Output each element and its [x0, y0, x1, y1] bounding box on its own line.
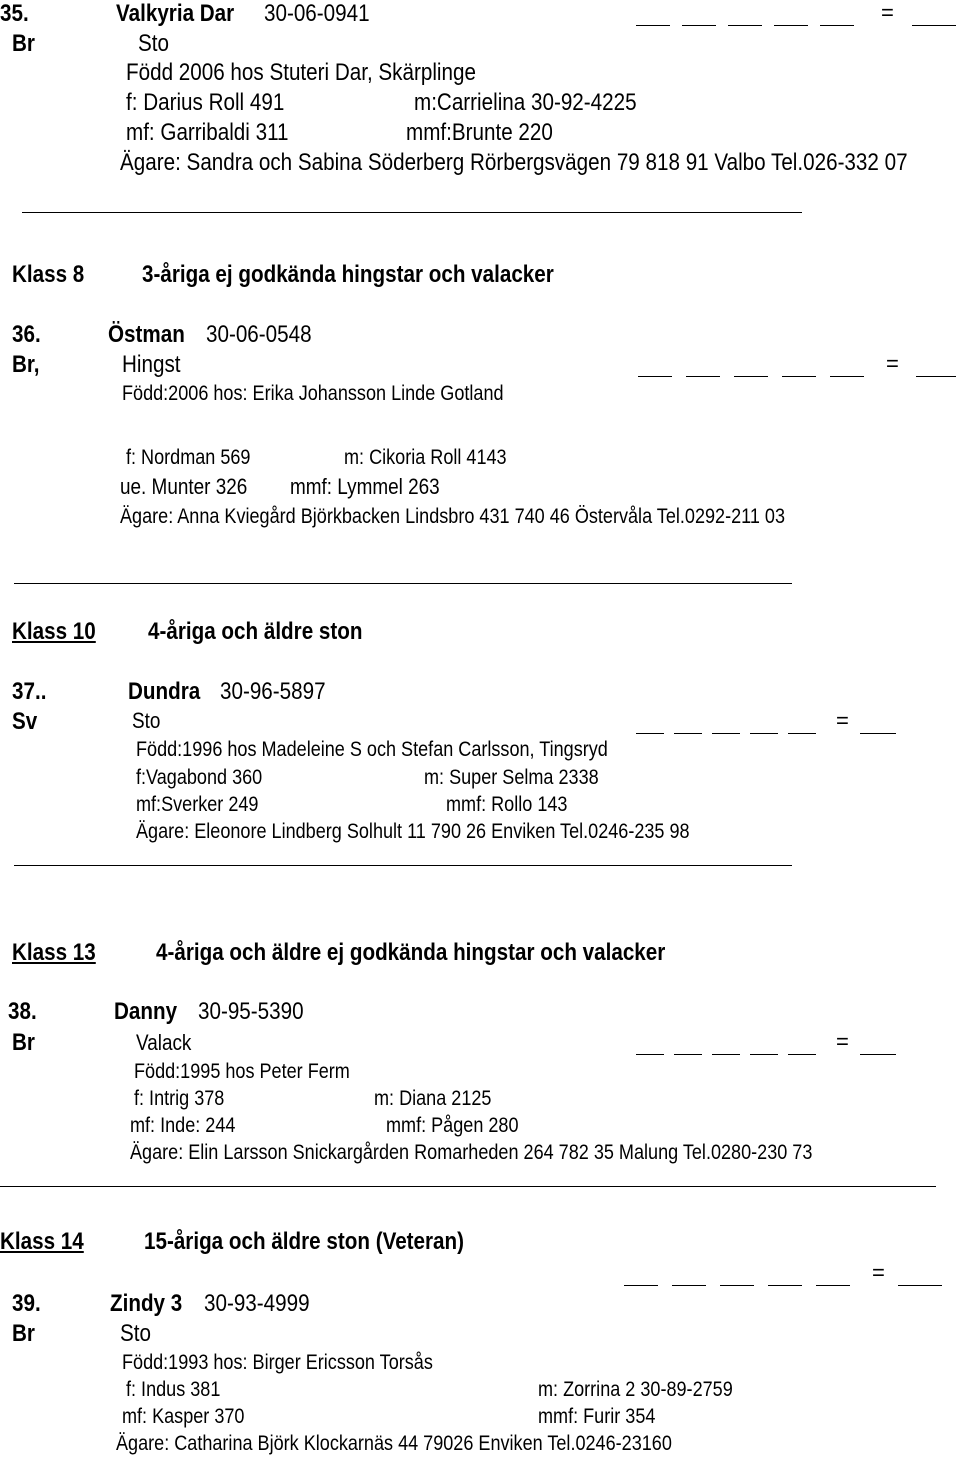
horse-color: Br: [12, 1029, 35, 1056]
score-line: [636, 2, 956, 26]
registration-number: 30-95-5390: [198, 998, 304, 1025]
maternal-grandsire: mf: Kasper 370: [122, 1405, 245, 1428]
dam: m: Super Selma 2338: [424, 766, 599, 789]
registration-number: 30-93-4999: [204, 1290, 310, 1317]
owner-info: Ägare: Sandra och Sabina Söderberg Rörbergsvägen 79 818 91 Valbo Tel.026-332 07: [120, 149, 908, 176]
score-equals: =: [872, 1260, 885, 1285]
score-line: [638, 353, 956, 377]
horse-sex: Sto: [120, 1320, 151, 1347]
horse-color: Br: [12, 1320, 35, 1347]
class-label: Klass 13: [12, 939, 96, 966]
horse-color: Br,: [12, 351, 40, 378]
horse-sex: Sto: [138, 30, 169, 57]
entry-number: 35.: [0, 0, 29, 27]
class-title: 15-åriga och äldre ston (Veteran): [144, 1228, 465, 1255]
class-label: Klass 14: [0, 1228, 84, 1255]
maternal-great-grandsire: mmf: Pågen 280: [386, 1114, 519, 1137]
class-label: Klass 8: [12, 261, 85, 288]
dam: m: Diana 2125: [374, 1087, 492, 1110]
owner-info: Ägare: Elin Larsson Snickargården Romarheden 264 782 35 Malung Tel.0280-230 73: [130, 1141, 813, 1164]
entry-number: 39.: [12, 1290, 41, 1317]
sire: f: Indus 381: [126, 1378, 221, 1401]
score-equals: =: [836, 1029, 849, 1054]
maternal-grandsire: mf: Inde: 244: [130, 1114, 236, 1137]
horse-sex: Valack: [136, 1030, 192, 1055]
birth-info: Född:1993 hos: Birger Ericsson Torsås: [122, 1351, 433, 1374]
registration-number: 30-06-0548: [206, 321, 312, 348]
sire: f: Darius Roll 491: [126, 89, 285, 116]
class-title: 3-åriga ej godkända hingstar och valacker: [142, 261, 554, 288]
score-line: [636, 710, 896, 734]
maternal-great-grandsire: mmf: Rollo 143: [446, 793, 568, 816]
score-line: [624, 1262, 942, 1286]
horse-color: Br: [12, 30, 35, 57]
separator-line: [22, 212, 802, 213]
entry-number: 37..: [12, 678, 47, 705]
separator-line: [14, 583, 792, 584]
entry-number: 38.: [8, 998, 37, 1025]
owner-info: Ägare: Eleonore Lindberg Solhult 11 790 26 Enviken Tel.0246-235 98: [136, 820, 690, 843]
entry-number: 36.: [12, 321, 41, 348]
class-title: 4-åriga och äldre ej godkända hingstar och valacker: [156, 939, 666, 966]
horse-name: Östman: [108, 321, 185, 348]
maternal-grandsire: mf: Garribaldi 311: [126, 119, 289, 146]
score-equals: =: [886, 351, 899, 376]
birth-info: Född:2006 hos: Erika Johansson Linde Gotland: [122, 382, 504, 405]
birth-info: Född:1995 hos Peter Ferm: [134, 1060, 350, 1083]
sire: f:Vagabond 360: [136, 766, 263, 789]
maternal-grandsire: mf:Sverker 249: [136, 793, 259, 816]
birth-info: Född 2006 hos Stuteri Dar, Skärplinge: [126, 59, 476, 86]
birth-info: Född:1996 hos Madeleine S och Stefan Carlsson, Tingsryd: [136, 738, 608, 761]
maternal-grandsire: ue. Munter 326: [120, 474, 248, 499]
maternal-great-grandsire: mmf: Lymmel 263: [290, 474, 440, 499]
horse-name: Valkyria Dar: [116, 0, 235, 27]
class-label: Klass 10: [12, 618, 96, 645]
maternal-great-grandsire: mmf: Furir 354: [538, 1405, 656, 1428]
horse-name: Zindy 3: [110, 1290, 183, 1317]
separator-line: [14, 865, 792, 866]
horse-sex: Hingst: [122, 351, 181, 378]
score-equals: =: [836, 708, 849, 733]
sire: f: Nordman 569: [126, 446, 251, 469]
owner-info: Ägare: Catharina Björk Klockarnäs 44 79026 Enviken Tel.0246-23160: [116, 1432, 672, 1455]
dam: m:Carrielina 30-92-4225: [414, 89, 637, 116]
horse-name: Danny: [114, 998, 178, 1025]
registration-number: 30-96-5897: [220, 678, 326, 705]
separator-line: [0, 1186, 936, 1187]
registration-number: 30-06-0941: [264, 0, 370, 27]
horse-color: Sv: [12, 708, 38, 735]
score-line: [636, 1031, 896, 1055]
dam: m: Cikoria Roll 4143: [344, 446, 507, 469]
horse-sex: Sto: [132, 708, 161, 733]
score-equals: =: [881, 0, 894, 25]
owner-info: Ägare: Anna Kviegård Björkbacken Lindsbro 431 740 46 Östervåla Tel.0292-211 03: [120, 505, 785, 528]
maternal-great-grandsire: mmf:Brunte 220: [406, 119, 553, 146]
horse-name: Dundra: [128, 678, 201, 705]
dam: m: Zorrina 2 30-89-2759: [538, 1378, 733, 1401]
sire: f: Intrig 378: [134, 1087, 225, 1110]
class-title: 4-åriga och äldre ston: [148, 618, 363, 645]
